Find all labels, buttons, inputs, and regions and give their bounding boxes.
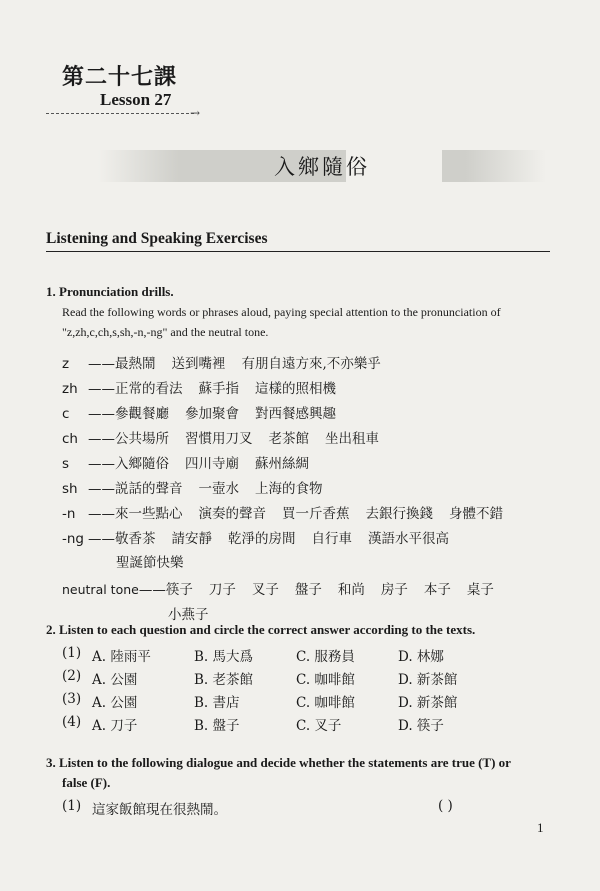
drill-word: 公共場所 <box>115 431 169 447</box>
drill-word: 老茶館 <box>268 431 309 447</box>
question-number: (1) <box>62 645 82 661</box>
drill-word: 筷子 <box>165 582 193 598</box>
drill-word: 入鄉隨俗 <box>115 456 169 472</box>
drill-row: -n ——來一些點心 演奏的聲音 買一斤香蕉 去銀行換錢 身體不錯 <box>62 506 503 522</box>
option-a: A. 公園 <box>92 672 138 688</box>
option-c: C. 服務員 <box>296 649 355 665</box>
option-a: A. 刀子 <box>92 718 138 734</box>
drill-word: 買一斤香蕉 <box>282 506 350 522</box>
question-number: (3) <box>62 691 82 707</box>
drill-key: zh <box>62 381 78 397</box>
drill-word: 説話的聲音 <box>115 481 183 497</box>
option-d: D. 新茶館 <box>398 695 458 711</box>
option-c: C. 咖啡館 <box>296 695 355 711</box>
drill-row: sh ——説話的聲音 一壺水 上海的食物 <box>62 481 323 497</box>
option-b: B. 盤子 <box>194 718 240 734</box>
drill-word: 上海的食物 <box>255 481 323 497</box>
lesson-title-english: Lesson 27 <box>100 90 172 109</box>
drill-word: 這樣的照相機 <box>255 381 336 397</box>
option-a: A. 陸雨平 <box>92 649 151 665</box>
answer-blank: ( ) <box>438 798 453 814</box>
drill-key: -n <box>62 506 76 522</box>
exercise-1-instruction-line-2: "z,zh,c,ch,s,sh,-n,-ng" and the neutral tone. <box>62 325 269 339</box>
drill-word: 自行車 <box>311 531 352 547</box>
drill-word: 身體不錯 <box>449 506 503 522</box>
drill-word: 本子 <box>423 582 451 598</box>
drill-row-continuation <box>116 551 200 571</box>
section-title: Listening and Speaking Exercises <box>46 230 268 247</box>
drill-word: 有朋自遠方來,不亦樂乎 <box>241 356 381 372</box>
option-b: B. 老茶館 <box>194 672 254 688</box>
drill-word: 參觀餐廳 <box>115 406 169 422</box>
drill-word: 刀子 <box>208 582 236 598</box>
question-number: (4) <box>62 714 82 730</box>
drill-word: 習慣用刀叉 <box>185 431 253 447</box>
drill-key: z <box>62 356 70 372</box>
drill-key: ch <box>62 431 78 447</box>
drill-word: 盤子 <box>294 582 322 598</box>
drill-word: 最熱鬧 <box>115 356 156 372</box>
drill-word: 對西餐感興趣 <box>255 406 336 422</box>
banner-title: 入鄉隨俗 <box>274 155 370 179</box>
drill-word: 四川寺廟 <box>185 456 239 472</box>
drill-word: 演奏的聲音 <box>198 506 266 522</box>
drill-word: 房子 <box>380 582 408 598</box>
drill-word: 坐出租車 <box>325 431 379 447</box>
statement-text: 這家飯館現在很熱鬧。 <box>92 802 227 818</box>
exercise-3-title-line-1: 3. Listen to the following dialogue and decide whether the statements are true (T) or <box>46 755 511 770</box>
drill-word: 請安靜 <box>171 531 212 547</box>
option-b: B. 書店 <box>194 695 240 711</box>
question-number: (2) <box>62 668 82 684</box>
option-c: C. 咖啡館 <box>296 672 355 688</box>
drill-word: 送到嘴裡 <box>171 356 226 372</box>
drill-key: sh <box>62 481 78 497</box>
drill-row-continuation <box>168 603 225 623</box>
drill-row: s ——入鄉隨俗 四川寺廟 蘇州絲綢 <box>62 456 309 472</box>
drill-row: z ——最熱鬧 送到嘴裡 有朋自遠方來,不亦樂乎 <box>62 356 381 372</box>
drill-word: 小燕子 <box>168 607 209 623</box>
drill-row: c ——參觀餐廳 參加聚會 對西餐感興趣 <box>62 406 336 422</box>
drill-row-neutral-tone: neutral tone——筷子 刀子 叉子 盤子 和尚 房子 本子 桌子 <box>62 582 494 598</box>
drill-key: neutral tone <box>62 582 139 597</box>
lesson-dashed-rule <box>46 113 194 114</box>
exercise-3-title-line-2: false (F). <box>62 775 111 790</box>
exercise-1-instruction-line-1: Read the following words or phrases aloud, paying special attention to the pronunciation of <box>62 305 501 319</box>
drill-row: ch ——公共場所 習慣用刀叉 老茶館 坐出租車 <box>62 431 379 447</box>
drill-word: 桌子 <box>466 582 494 598</box>
drill-word: 和尚 <box>337 582 365 598</box>
drill-word: 乾淨的房間 <box>228 531 296 547</box>
drill-key: s <box>62 456 70 472</box>
drill-word: 一壺水 <box>198 481 239 497</box>
page-number: 1 <box>537 820 544 835</box>
drill-word: 去銀行換錢 <box>365 506 433 522</box>
exercise-1-title: 1. Pronunciation drills. <box>46 284 174 299</box>
drill-row: zh ——正常的看法 蘇手指 這樣的照相機 <box>62 381 336 397</box>
drill-key: -ng <box>62 531 84 547</box>
drill-word: 參加聚會 <box>185 406 239 422</box>
option-c: C. 叉子 <box>296 718 342 734</box>
option-d: D. 筷子 <box>398 718 444 734</box>
drill-word: 來一些點心 <box>115 506 183 522</box>
exercise-2-title: 2. Listen to each question and circle the correct answer according to the texts. <box>46 622 476 637</box>
statement-number: (1) <box>62 798 82 814</box>
drill-word: 漢語水平很高 <box>368 531 449 547</box>
drill-word: 聖誕節快樂 <box>116 555 184 571</box>
drill-word: 敬香茶 <box>115 531 156 547</box>
lesson-title-chinese: 第二十七課 <box>62 64 178 90</box>
drill-word: 叉子 <box>251 582 279 598</box>
drill-key: c <box>62 406 70 422</box>
drill-word: 蘇州絲綢 <box>255 456 309 472</box>
drill-word: 蘇手指 <box>198 381 239 397</box>
drill-row: -ng ——敬香茶 請安靜 乾淨的房間 自行車 漢語水平很高 <box>62 531 449 547</box>
option-d: D. 新茶館 <box>398 672 458 688</box>
lesson-banner <box>98 150 546 182</box>
option-a: A. 公園 <box>92 695 138 711</box>
arrow-right-icon: → <box>190 106 201 120</box>
section-rule <box>46 251 550 252</box>
drill-word: 正常的看法 <box>115 381 183 397</box>
option-b: B. 馬大爲 <box>194 649 254 665</box>
option-d: D. 林娜 <box>398 649 444 665</box>
